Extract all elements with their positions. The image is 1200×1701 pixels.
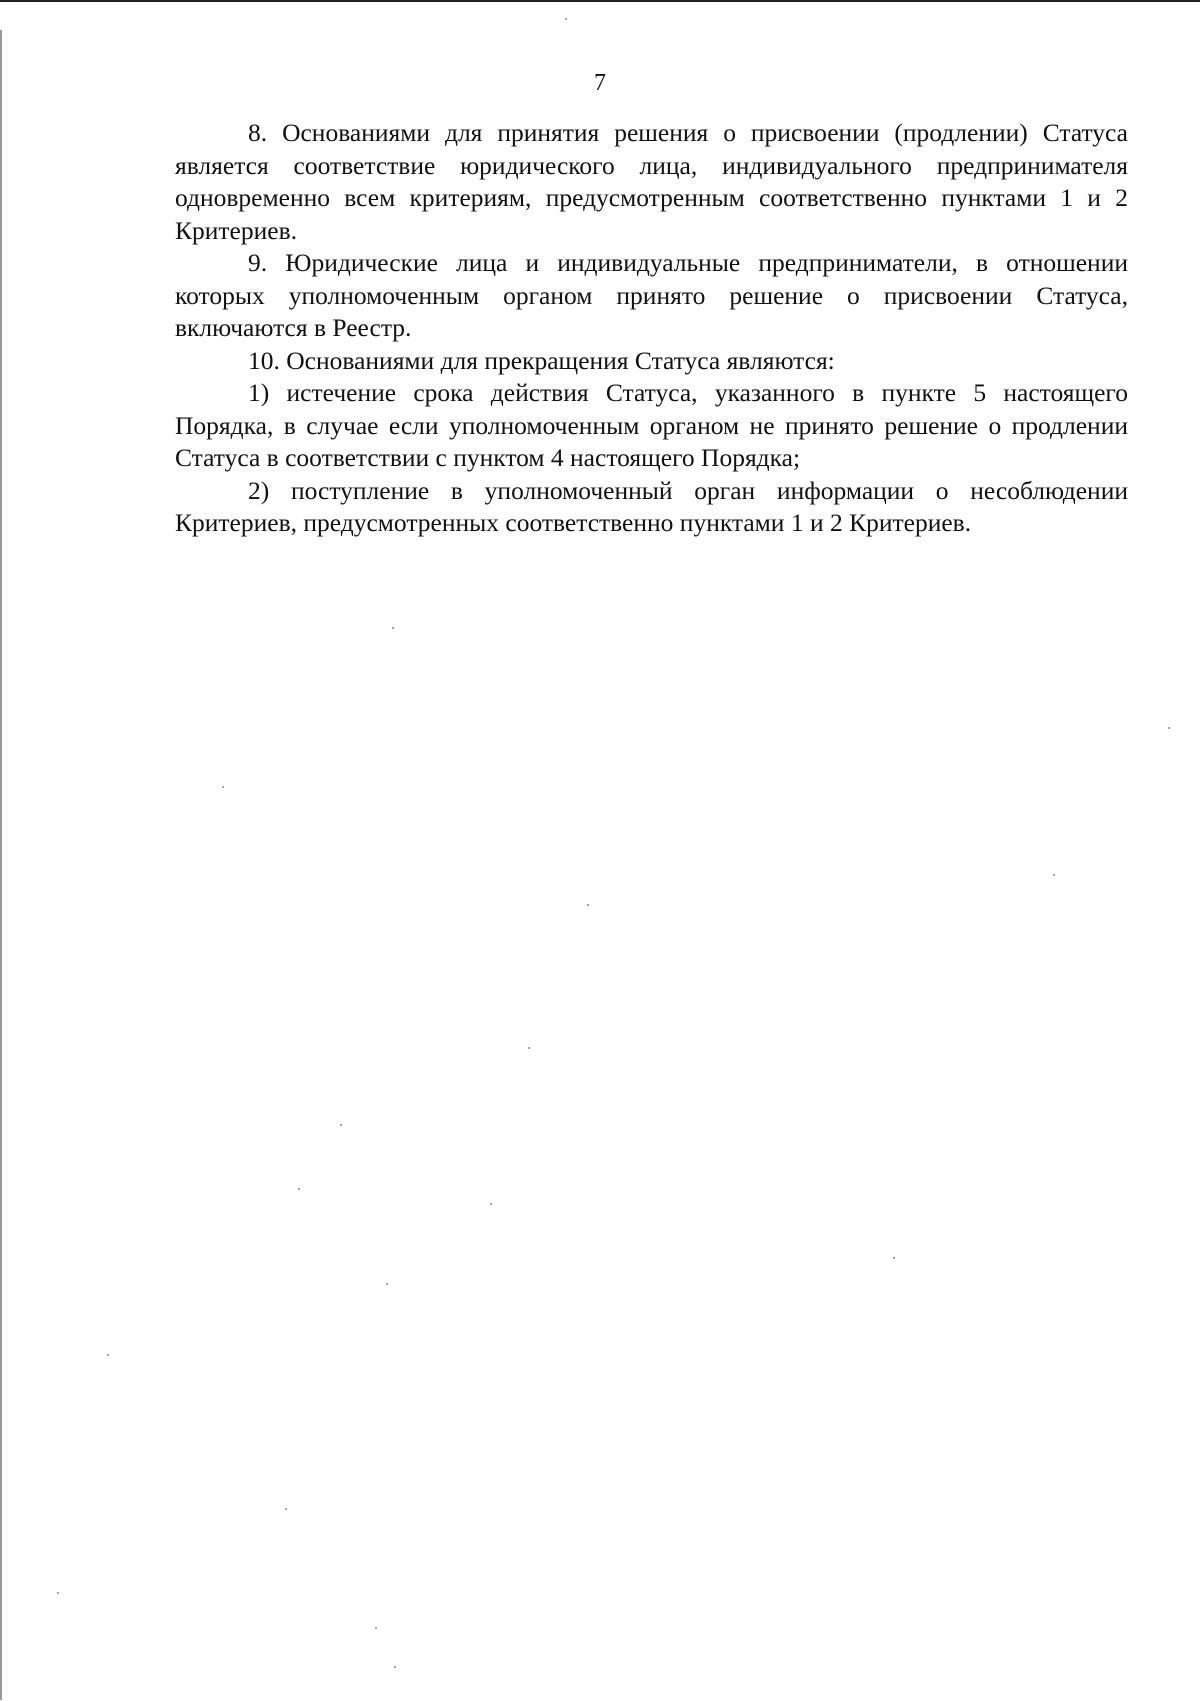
scan-speck <box>565 18 567 20</box>
scan-speck <box>392 627 394 629</box>
scan-speck <box>222 786 224 788</box>
paragraph-10-item-1: 1) истечение срока действия Статуса, указанного в пункте 5 настоящего Порядка, в случае если уполномоченным органом не принято решение о продлении Статуса в соответствии с пунктом 4 настоящего Порядка; <box>175 378 1128 472</box>
scan-speck <box>340 1124 342 1126</box>
document-body <box>175 117 1128 540</box>
scan-speck <box>1053 874 1055 876</box>
scan-speck <box>57 1592 59 1594</box>
scan-speck <box>375 1627 377 1629</box>
scan-speck <box>394 1666 396 1668</box>
scan-speck <box>1168 727 1170 729</box>
scan-speck <box>285 1508 287 1510</box>
scan-speck <box>587 904 589 906</box>
scan-speck <box>298 1188 300 1190</box>
scan-speck <box>893 1257 895 1259</box>
scan-speck <box>107 1354 109 1356</box>
page-number: 7 <box>594 70 606 96</box>
paragraph-9: 9. Юридические лица и индивидуальные предприниматели, в отношении которых уполномоченным органом принято решение о присвоении Статуса, включаются в Реестр. <box>175 248 1128 342</box>
scan-speck <box>528 1047 530 1049</box>
paragraph-8: 8. Основаниями для принятия решения о присвоении (продлении) Статуса является соответствие юридического лица, индивидуального предпринимателя одновременно всем критериям, предусмотренным соответственно пунктами 1 и 2 Критериев. <box>175 118 1128 245</box>
scan-speck <box>386 1283 388 1285</box>
scan-left-border <box>0 30 2 1700</box>
scan-speck <box>490 1203 492 1205</box>
paragraph-10: 10. Основаниями для прекращения Статуса являются: <box>248 345 835 375</box>
scan-top-border <box>0 0 1200 2</box>
paragraph-10-item-2: 2) поступление в уполномоченный орган информации о несоблюдении Критериев, предусмотренных соответственно пунктами 1 и 2 Критериев. <box>175 475 1128 537</box>
